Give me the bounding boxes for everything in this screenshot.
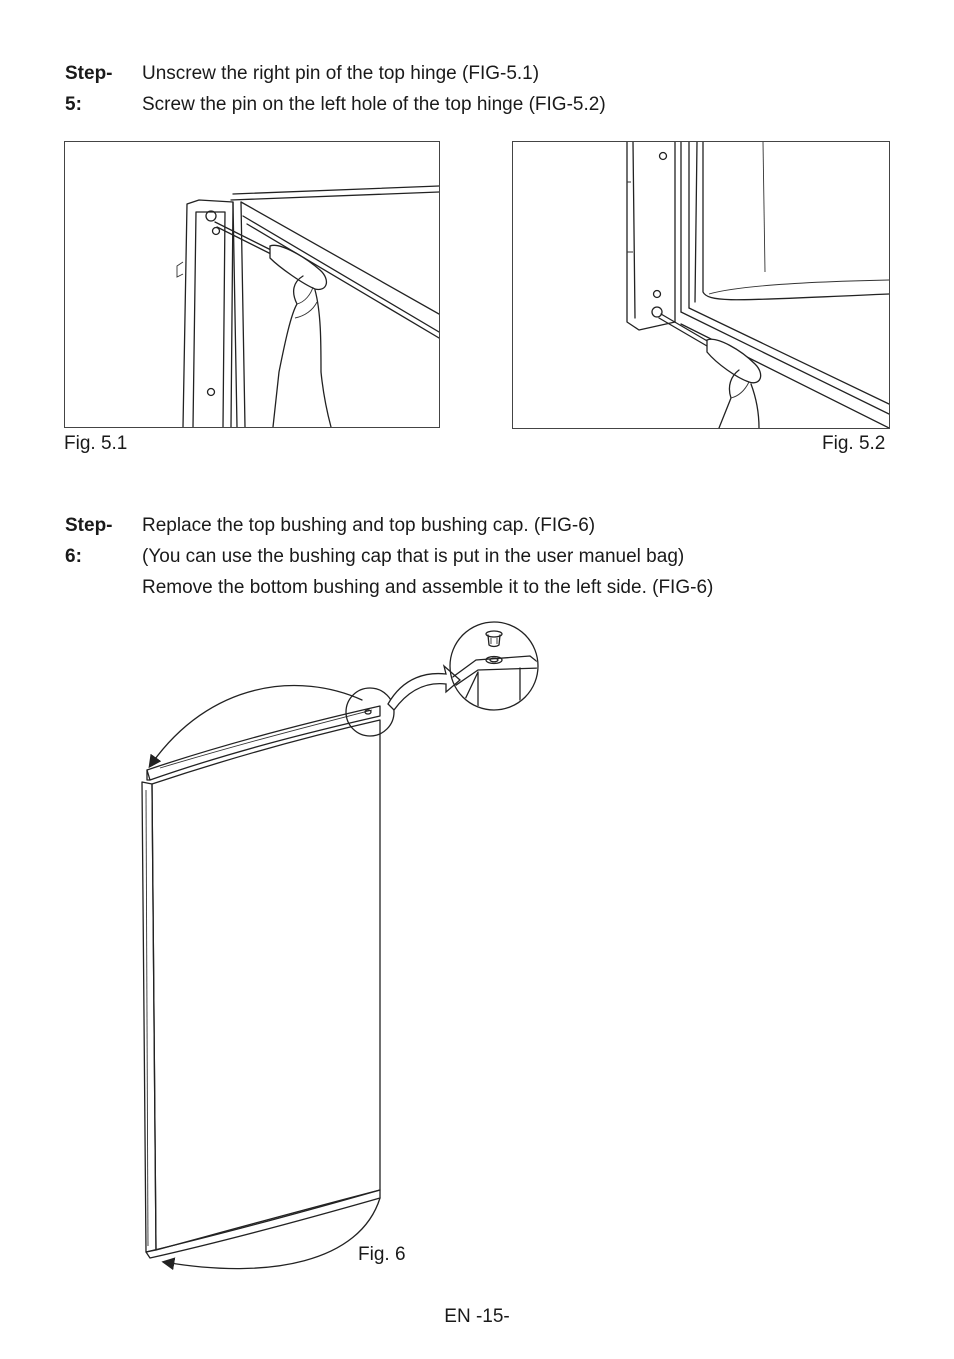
figure-5-1-illustration (65, 142, 439, 427)
step-5-line-2: Screw the pin on the left hole of the top hinge (FIG-5.2) (142, 94, 606, 115)
step-5-label: Step-5: (65, 63, 113, 115)
step-6-label: Step-6: (65, 515, 113, 567)
step-6-instructions (142, 510, 713, 603)
hinge-hole-icon (208, 389, 215, 396)
door-icon (142, 706, 380, 1258)
hinge-hole-icon (213, 228, 220, 235)
figure-5-2 (512, 141, 890, 429)
step-6-line-2: (You can use the bushing cap that is put in the user manuel bag) (142, 546, 685, 567)
screwdriver-icon (270, 245, 326, 289)
move-arrow-bottom-icon (164, 1198, 380, 1269)
bushing-hole-icon (365, 710, 371, 714)
bushing-hole-icon (486, 657, 502, 664)
figure-5-2-illustration (513, 142, 889, 428)
page-number: EN -15- (444, 1306, 510, 1327)
hinge-hole-icon (652, 307, 662, 317)
step-6-line-3: Remove the bottom bushing and assemble it to the left side. (FIG-6) (142, 577, 714, 598)
figure-5-1 (64, 141, 440, 428)
hinge-hole-icon (660, 153, 667, 160)
step-5-line-1: Unscrew the right pin of the top hinge (FIG-5.1) (142, 63, 540, 84)
figure-6-caption: Fig. 6 (358, 1244, 406, 1265)
detail-arrow-icon (388, 666, 460, 710)
move-arrow-top-icon (150, 686, 362, 766)
step-5-instructions (142, 58, 606, 120)
bushing-cap-icon (486, 631, 502, 647)
step-6-line-1: Replace the top bushing and top bushing cap. (FIG-6) (142, 515, 596, 536)
hinge-hole-icon (654, 291, 661, 298)
detail-circle-icon (346, 688, 394, 736)
detail-view (446, 622, 540, 720)
figure-5-2-caption: Fig. 5.2 (822, 433, 886, 454)
figure-5-1-caption: Fig. 5.1 (64, 433, 128, 454)
